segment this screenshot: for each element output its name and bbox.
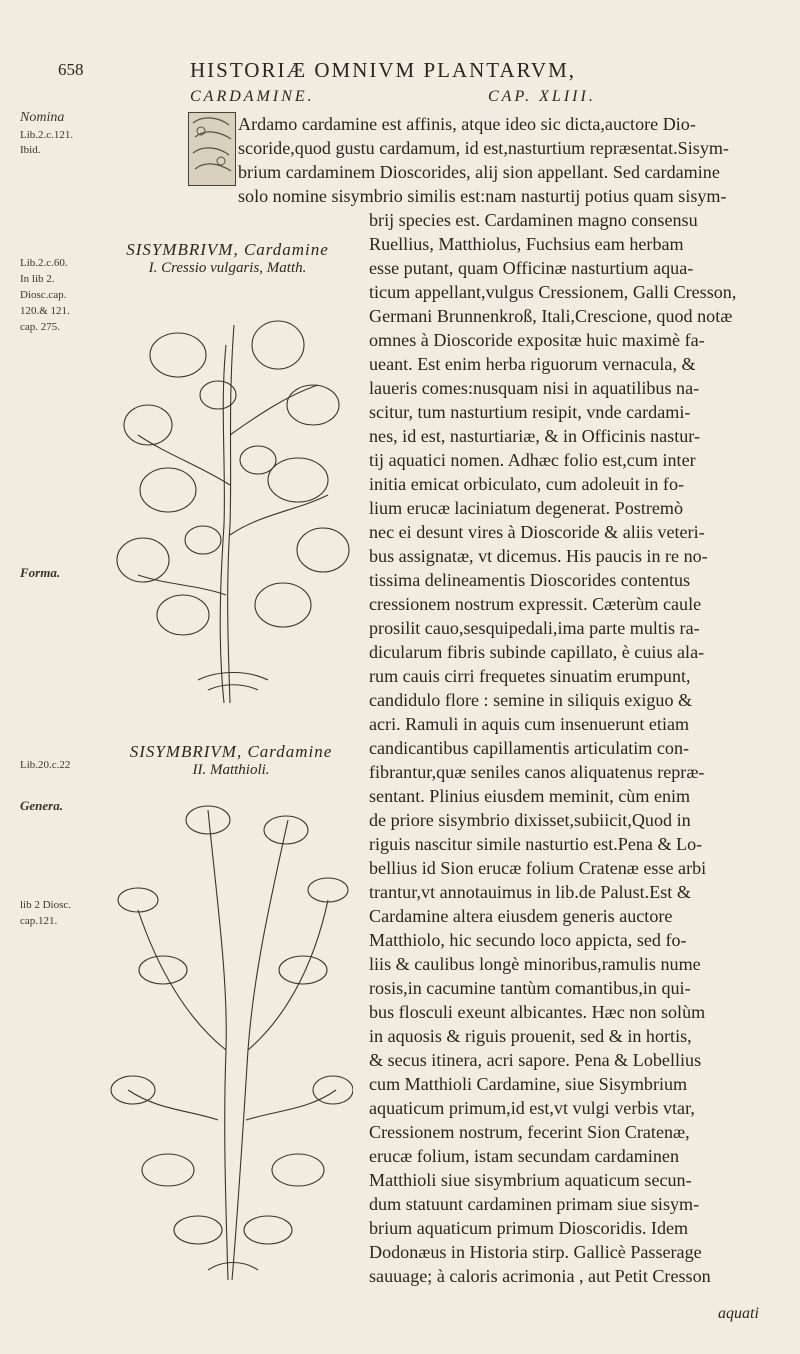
chapter-heading xyxy=(190,88,750,106)
figure-2-caption-main: SISYMBRIVM, Cardamine xyxy=(129,742,333,761)
body-line: sentant. Plinius eiusdem meminit, cùm enim xyxy=(369,786,691,806)
body-line: candicantibus capillamentis articulatim con- xyxy=(369,738,690,758)
margin-note: 120.& 121. xyxy=(20,305,70,317)
body-line: lium erucæ laciniatum degenerat. Postremò xyxy=(369,498,684,518)
body-line: riguis nascitur simile nasturtio est.Pena & Lo- xyxy=(369,834,703,854)
margin-note: cap.121. xyxy=(20,915,58,927)
body-line: prosilit cauo,sesquipedali,ima parte multis ra- xyxy=(369,618,700,638)
body-line: brij species est. Cardaminen magno consensu xyxy=(369,210,698,230)
margin-note: Nomina xyxy=(20,110,65,125)
body-text xyxy=(238,112,766,1288)
body-lines-column xyxy=(369,208,766,1288)
margin-note: Diosc.cap. xyxy=(20,289,67,301)
body-line: Ardamo cardamine est affinis, atque ideo sic dicta,auctore Dio- xyxy=(238,114,696,134)
body-line: brium aquaticum primum Dioscoridis. Idem xyxy=(369,1218,689,1238)
margin-note: Genera. xyxy=(20,798,63,813)
decorated-initial xyxy=(188,112,236,186)
body-line: de priore sisymbrio dixisset,subiicit,Quod in xyxy=(369,810,691,830)
body-line: & secus itinera, acri sapore. Pena & Lobellius xyxy=(369,1050,702,1070)
body-line: Ruellius, Matthiolus, Fuchsius eam herbam xyxy=(369,234,684,254)
body-line: tij aquatici nomen. Adhæc folio est,cum inter xyxy=(369,450,696,470)
body-line: bellius id Sion erucæ folium Cratenæ esse arbi xyxy=(369,858,707,878)
figure-1-caption-sub: I. Cressio vulgaris, Matth. xyxy=(148,260,307,276)
margin-note: Lib.20.c.22 xyxy=(20,759,71,771)
chapter-number: CAP. XLIII. xyxy=(488,88,596,105)
body-line: aquaticum primum,id est,vt vulgi verbis vtar, xyxy=(369,1098,695,1118)
body-line: nec ei desunt vires à Dioscoride & aliis veteri- xyxy=(369,522,705,542)
body-line: candidulo flore : semine in siliquis exiguo & xyxy=(369,690,693,710)
figure-2-caption-sub: II. Matthioli. xyxy=(192,762,270,778)
body-line: cressionem nostrum expressit. Cæterùm caule xyxy=(369,594,702,614)
body-line: nes, id est, nasturtiariæ, & in Officinis nastur- xyxy=(369,426,700,446)
body-lines-beside-initial xyxy=(238,112,766,208)
body-line: bus flosculi exeunt albicantes. Hæc non solùm xyxy=(369,1002,706,1022)
initial-ornament-icon xyxy=(189,113,235,185)
body-line: Cardamine altera eiusdem generis auctore xyxy=(369,906,673,926)
body-line: brium cardaminem Dioscorides, alij sion appellant. Sed cardamine xyxy=(238,162,720,182)
margin-note: Ibid. xyxy=(20,144,41,156)
margin-note: In lib 2. xyxy=(20,273,55,285)
running-title: HISTORIÆ OMNIVM PLANTARVM, xyxy=(190,58,577,82)
body-line: Dodonæus in Historia stirp. Gallicè Passerage xyxy=(369,1242,702,1262)
body-line: laueris comes:nusquam nisi in aquatilibus na- xyxy=(369,378,700,398)
body-line: tissima delineamentis Dioscorides contentus xyxy=(369,570,691,590)
catchword: aquati xyxy=(718,1305,759,1322)
body-line: in aquosis & riguis prouenit, sed & in hortis, xyxy=(369,1026,692,1046)
margin-note: lib 2 Diosc. xyxy=(20,899,72,911)
body-line: cum Matthioli Cardamine, siue Sisymbrium xyxy=(369,1074,688,1094)
margin-note: cap. 275. xyxy=(20,321,61,333)
body-line: acri. Ramuli in aquis cum insenuerunt etiam xyxy=(369,714,690,734)
body-line: Matthioli siue sisymbrium aquaticum secun- xyxy=(369,1170,692,1190)
body-line: initia emicat orbiculato, cum adoleuit in fo- xyxy=(369,474,685,494)
margin-note: Forma. xyxy=(20,565,61,580)
body-line: rosis,in cacumine tantùm comantibus,in qui- xyxy=(369,978,691,998)
chapter-title: CARDAMINE. xyxy=(190,88,315,105)
body-line: liis & caulibus longè minoribus,ramulis nume xyxy=(369,954,701,974)
body-line: ticum appellant,vulgus Cressionem, Galli Cresson, xyxy=(369,282,737,302)
body-line: fibrantur,quæ seniles canos aliquatenus repræ- xyxy=(369,762,705,782)
body-line: erucæ folium, istam secundam cardaminen xyxy=(369,1146,680,1166)
body-line: trantur,vt annotauimus in lib.de Palust.Est & xyxy=(369,882,691,902)
body-line: Matthiolo, hic secundo loco appicta, sed fo- xyxy=(369,930,687,950)
body-line: dum statuunt cardaminen primam siue sisym- xyxy=(369,1194,700,1214)
body-line: esse putant, quam Officinæ nasturtium aqua- xyxy=(369,258,694,278)
body-line: omnes à Dioscoride expositæ huic maximè fa- xyxy=(369,330,705,350)
body-line: Germani Brunnenkroß, Itali,Crescione, quod notæ xyxy=(369,306,733,326)
body-line: scoride,quod gustu cardamum, id est,nasturtium repræsentat.Sisym- xyxy=(238,138,729,158)
figure-1-caption-main: SISYMBRIVM, Cardamine xyxy=(126,240,329,259)
body-line: rum cauis cirri frequetes sinuatim erumpunt, xyxy=(369,666,691,686)
page-number: 658 xyxy=(58,60,84,79)
margin-note: Lib.2.c.60. xyxy=(20,257,68,269)
body-line: ueant. Est enim herba riguorum vernacula, & xyxy=(369,354,696,374)
body-line: sauuage; à caloris acrimonia , aut Petit Cresson xyxy=(369,1266,711,1286)
body-line: scitur, tum nasturtium resipit, vnde cardami- xyxy=(369,402,691,422)
margin-note: Lib.2.c.121. xyxy=(20,129,74,141)
body-line: bus assignatæ, vt dicemus. His paucis in re no- xyxy=(369,546,708,566)
body-line: solo nomine sisymbrio similis est:nam nasturtij potius quam sisym- xyxy=(238,186,727,206)
body-line: Cressionem nostrum, fecerint Sion Cratenæ, xyxy=(369,1122,690,1142)
body-line: dicularum fibris subinde capillato, è cuius ala- xyxy=(369,642,705,662)
